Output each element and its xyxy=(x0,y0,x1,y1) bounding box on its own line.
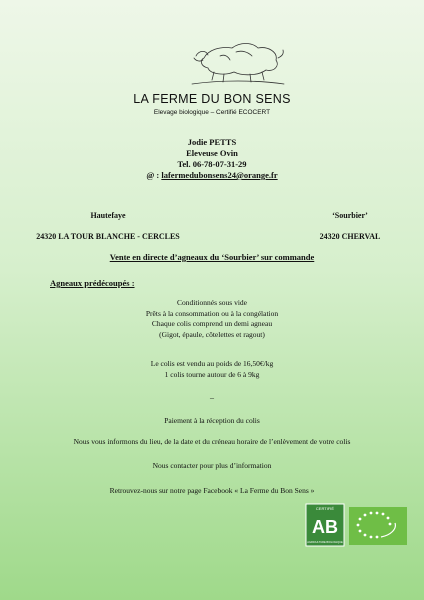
contact-role: Eleveuse Ovin xyxy=(186,148,238,158)
location-left xyxy=(28,205,188,247)
section-title: Agneaux prédécoupés : xyxy=(50,278,135,288)
email-link[interactable]: lafermedubonsens24@orange.fr xyxy=(161,170,278,180)
location-left-name: Hautefaye xyxy=(90,211,126,220)
contact-email-line xyxy=(0,170,424,181)
note-contact: Nous contacter pour plus d’information xyxy=(152,461,272,470)
brand-title: LA FERME DU BON SENS xyxy=(133,92,291,106)
condition-item: Conditionnés sous vide xyxy=(176,298,247,307)
headline: Vente en directe d’agneaux du ‘Sourbier’ sur commande xyxy=(109,252,315,262)
note-facebook: Retrouvez-nous sur notre page Facebook « La Ferme du Bon Sens » xyxy=(109,486,315,495)
brand-subtitle: Elevage biologique – Certifié ECOCERT xyxy=(153,109,271,116)
organic-certification-badges xyxy=(305,503,409,547)
ab-letters: AB xyxy=(312,517,338,537)
contact-phone: Tel. 06-78-07-31-29 xyxy=(177,159,247,169)
location-left-address: 24320 LA TOUR BLANCHE - CERCLES xyxy=(36,232,180,241)
parcel-weight: 1 colis tourne autour de 6 à 9kg xyxy=(164,369,260,379)
note-payment: Paiement à la réception du colis xyxy=(164,416,260,425)
contact-name: Jodie PETTS xyxy=(187,137,237,147)
separator: _ xyxy=(210,391,214,400)
condition-item: Chaque colis comprend un demi agneau xyxy=(151,319,273,328)
ab-top-text: CERTIFIÉ xyxy=(315,506,335,511)
ab-bottom-text: AGRICULTURE BIOLOGIQUE xyxy=(307,541,343,544)
pricing-list xyxy=(0,359,424,380)
email-prefix: @ : xyxy=(146,170,162,180)
condition-item: (Gigot, épaule, côtelettes et ragout) xyxy=(159,329,265,339)
note-pickup: Nous vous informons du lieu, de la date et du créneau horaire de l’enlèvement de votre colis xyxy=(73,437,351,446)
eu-organic-leaf-icon xyxy=(349,507,407,545)
ab-logo-icon xyxy=(306,504,344,546)
conditions-list xyxy=(0,298,424,340)
location-right xyxy=(300,205,400,247)
location-right-name: ‘Sourbier’ xyxy=(332,211,368,220)
location-right-address: 24320 CHERVAL xyxy=(319,232,381,241)
sheep-logo-icon xyxy=(190,28,286,90)
price-per-kg: Le colis est vendu au poids de 16,50€/kg xyxy=(150,359,274,368)
condition-item: Prêts à la consommation ou à la congélation xyxy=(145,308,279,318)
